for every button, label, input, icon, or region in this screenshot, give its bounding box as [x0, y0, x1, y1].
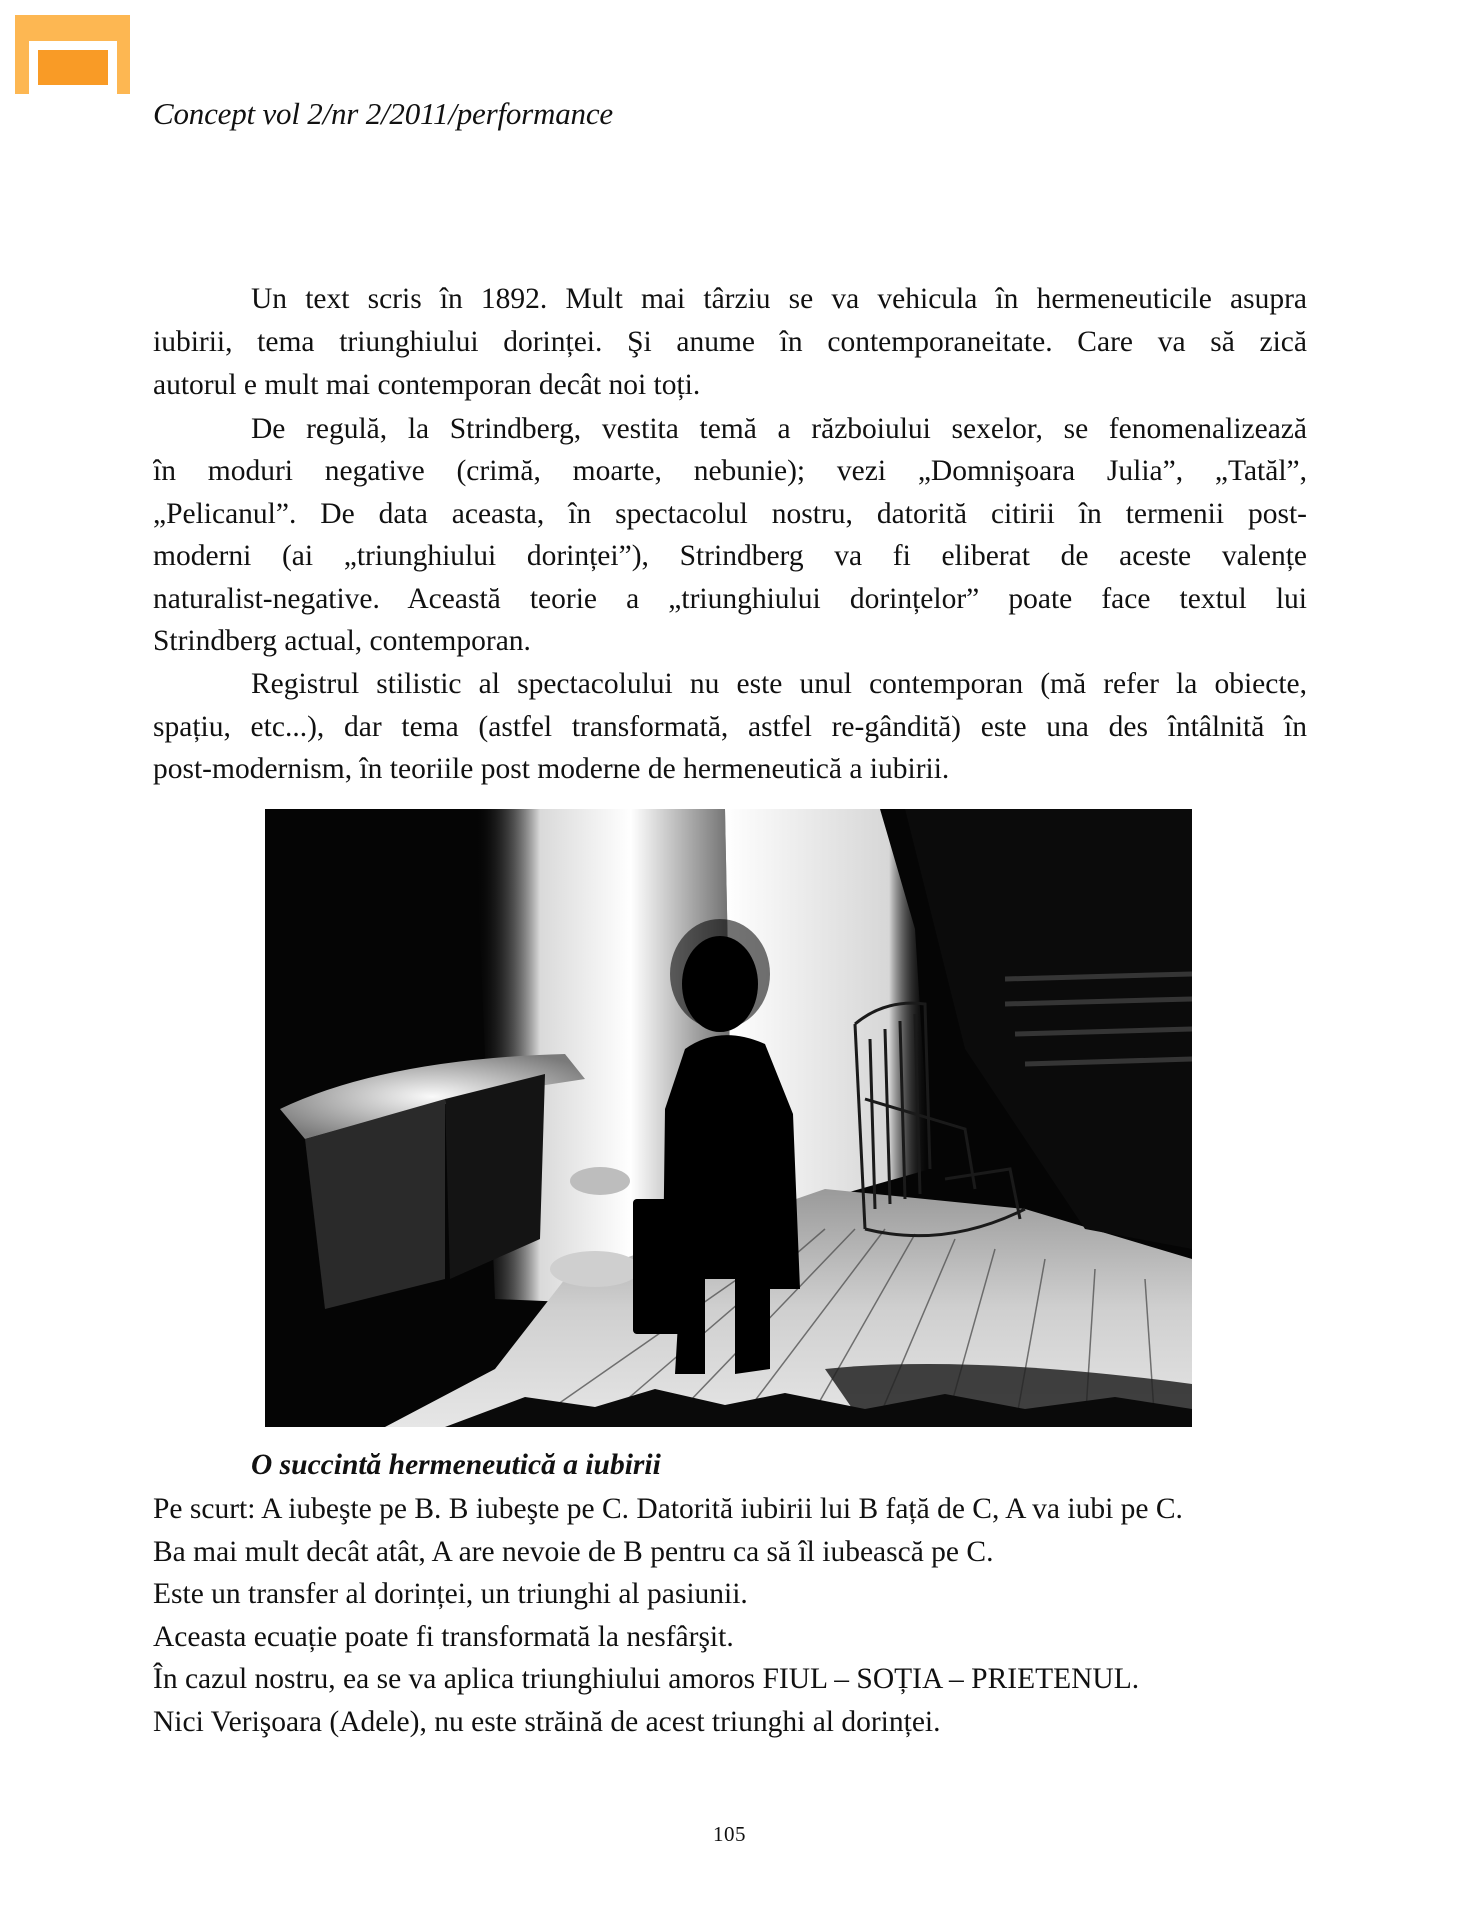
- text-line: Strindberg actual, contemporan.: [153, 625, 531, 657]
- text-line: naturalist-negative. Această teorie a „triunghiului dorințelor” poate face textul lui: [153, 583, 1307, 615]
- suitcase: [633, 1199, 703, 1334]
- text-line: Pe scurt: A iubeşte pe B. B iubeşte pe C. Datorită iubirii lui B față de C, A va iubi pe C.: [153, 1493, 1183, 1525]
- text-line: moderni (ai „triunghiului dorinței”), Strindberg va fi eliberat de aceste valențe: [153, 540, 1307, 572]
- text-line: Registrul stilistic al spectacolului nu este unul contemporan (mă refer la obiecte,: [251, 668, 1307, 700]
- actor-hair: [670, 919, 770, 1029]
- small-basin: [570, 1167, 630, 1195]
- text-line: „Pelicanul”. De data aceasta, în spectacolul nostru, datorită citirii în termenii post-: [153, 498, 1307, 530]
- text-line: În cazul nostru, ea se va aplica triunghiului amoros FIUL – SOȚIA – PRIETENUL.: [153, 1663, 1140, 1695]
- text-line: Un text scris în 1892. Mult mai târziu se va vehicula în hermeneuticile asupra: [251, 283, 1307, 315]
- text-line: Aceasta ecuație poate fi transformată la nesfârşit.: [153, 1621, 734, 1653]
- text-line: spațiu, etc...), dar tema (astfel transformată, astfel re-gândită) este una des întâlnită în: [153, 711, 1307, 743]
- stage-photo: [265, 809, 1192, 1427]
- running-head: Concept vol 2/nr 2/2011/performance: [153, 96, 613, 131]
- text-line: autorul e mult mai contemporan decât noi toți.: [153, 369, 701, 401]
- section-heading: O succintă hermeneutică a iubirii: [251, 1449, 661, 1481]
- wash-basin: [550, 1251, 640, 1287]
- text-line: post-modernism, în teoriile post moderne de hermeneutică a iubirii.: [153, 753, 950, 785]
- text-line: Ba mai mult decât atât, A are nevoie de B pentru ca să îl iubească pe C.: [153, 1536, 994, 1568]
- text-line: iubirii, tema triunghiului dorinței. Şi anume în contemporaneitate. Care va să zică: [153, 326, 1307, 358]
- text-line: Nici Verişoara (Adele), nu este străină de acest triunghi al dorinței.: [153, 1706, 941, 1738]
- text-line: De regulă, la Strindberg, vestita temă a războiului sexelor, se fenomenalizează: [251, 413, 1307, 445]
- text-line: în moduri negative (crimă, moarte, nebunie); vezi „Domnişoara Julia”, „Tatăl”,: [153, 455, 1307, 487]
- logo-inner-block: [38, 50, 108, 85]
- stage-photo-illustration: [265, 809, 1192, 1427]
- journal-logo: [15, 15, 130, 94]
- text-line: Este un transfer al dorinței, un triunghi al pasiunii.: [153, 1578, 748, 1610]
- page-number: 105: [713, 1822, 746, 1846]
